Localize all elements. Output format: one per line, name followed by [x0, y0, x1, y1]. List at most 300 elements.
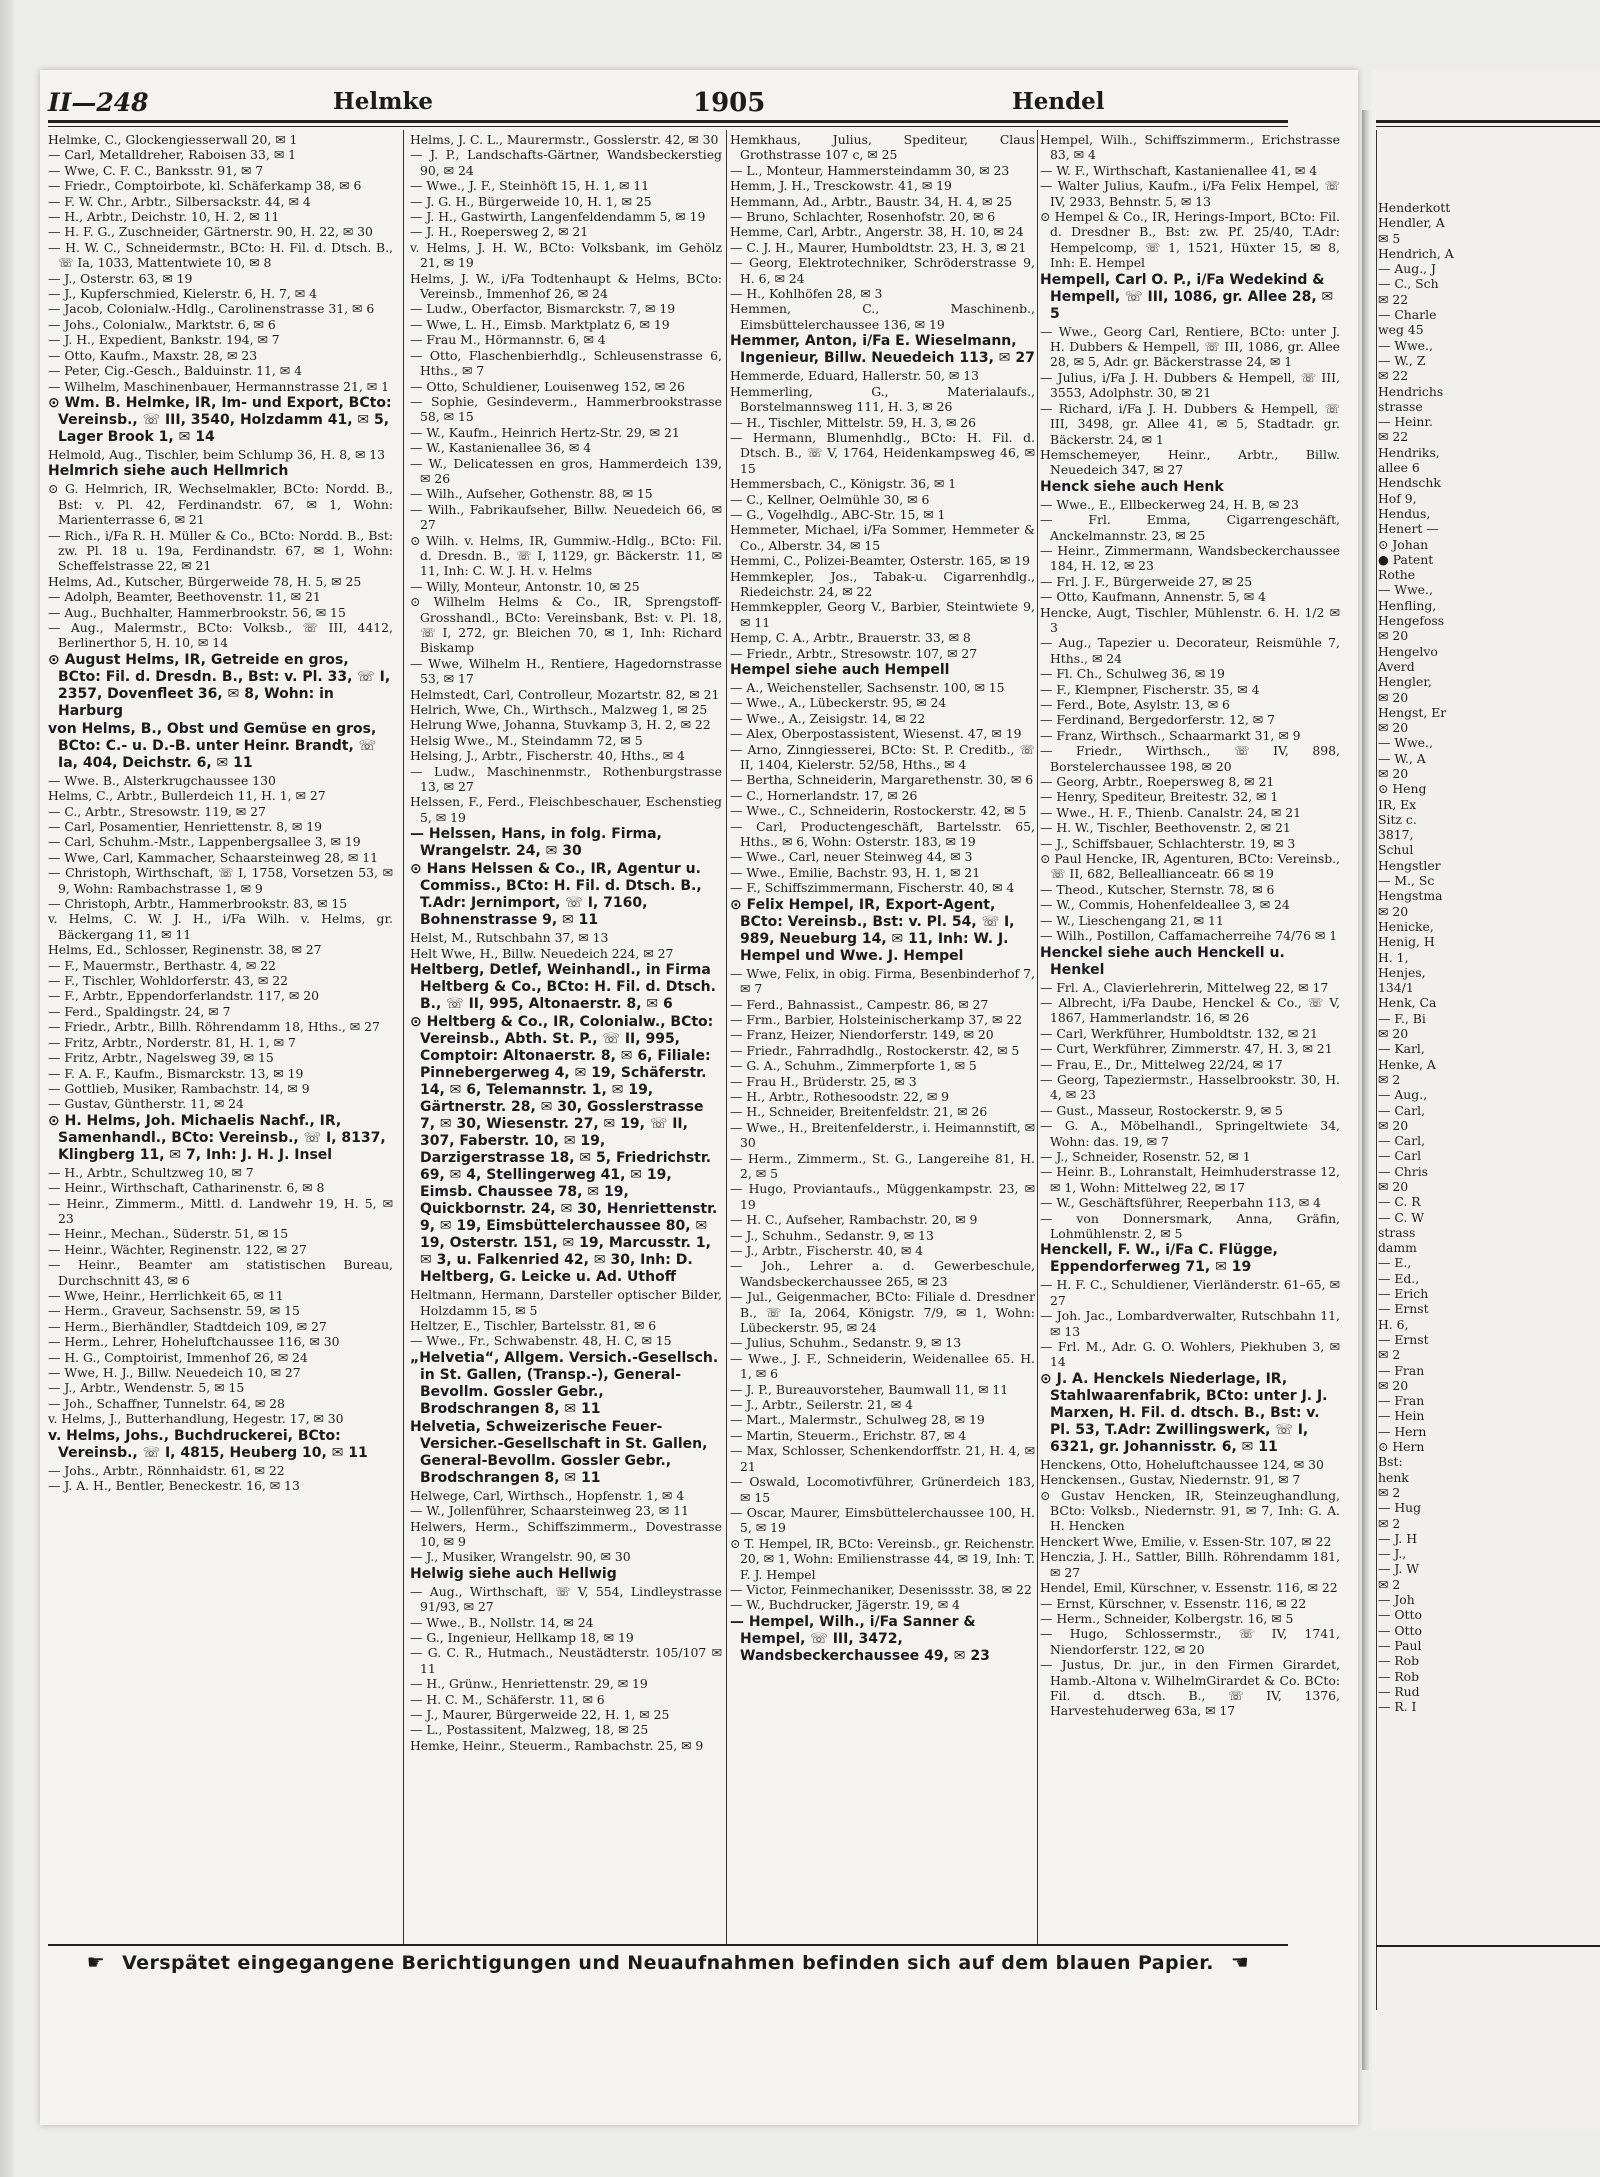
directory-entry: — J., Musiker, Wrangelstr. 90, ✉ 30 [410, 1549, 631, 1565]
adjacent-page-entry: Schul [1378, 842, 1414, 858]
directory-entry: — Hermann, Blumenhdlg., BCto: H. Fil. d. Dtsch. B., ☏ V, 1764, Heidenkampsweg 46, ✉ 15 [730, 429, 1035, 476]
scan-left-edge [0, 0, 14, 2177]
directory-entry: — C. J. H., Maurer, Humboldtstr. 23, H. 3, ✉ 21 [730, 239, 1027, 255]
directory-heading-entry: von Helms, B., Obst und Gemüse en gros, BCto: C.- u. D.-B. unter Heinr. Brandt, ☏ Ia, 404, Deichstr. 6, ✉ 11 [48, 720, 377, 771]
adjacent-page-entry: — Wwe., [1378, 735, 1433, 751]
directory-entry: Hemmeter, Michael, i/Fa Sommer, Hemmeter & Co., Alberstr. 34, ✉ 15 [730, 522, 1035, 553]
directory-entry: — Heinr., Beamter am statistischen Bureau, Durchschnitt 43, ✉ 6 [48, 1257, 393, 1288]
directory-heading-entry: Helmrich siehe auch Hellmrich [48, 463, 289, 480]
directory-entry: — Herm., Zimmerm., St. G., Langereihe 81, H. 2, ✉ 5 [730, 1150, 1035, 1181]
adjacent-page-entry: Hof 9, [1378, 490, 1417, 506]
adjacent-page-entry: Hendschk [1378, 475, 1441, 491]
directory-entry: — Julius, Schuhm., Sedanstr. 9, ✉ 13 [730, 1335, 962, 1351]
adjacent-page-entry: ✉ 20 [1378, 1179, 1409, 1194]
directory-entry: — G. A., Möbelhandl., Springeltwiete 34, Wohn: das. 19, ✉ 7 [1040, 1118, 1340, 1149]
directory-entry: — H., Arbtr., Schultzweg 10, ✉ 7 [48, 1164, 254, 1180]
directory-entry: — C., Kellner, Oelmühle 30, ✉ 6 [730, 491, 930, 507]
directory-entry: — H., Arbtr., Rothesoodstr. 22, ✉ 9 [730, 1088, 950, 1104]
directory-entry: — Theod., Kutscher, Sternstr. 78, ✉ 6 [1040, 881, 1275, 897]
directory-entry: — Wwe, Felix, in obig. Firma, Besenbinderhof 7, ✉ 7 [730, 965, 1035, 997]
directory-entry: — Wilh., Fabrikaufseher, Billw. Neuedeich 66, ✉ 27 [410, 501, 722, 533]
directory-entry: — Frm., Barbier, Holsteinischerkamp 37, ✉ 22 [730, 1011, 1023, 1027]
adjacent-column-divider [1376, 130, 1377, 2010]
directory-entry: Helms, J. C. L., Maurermstr., Gosslerstr. 42, ✉ 30 [410, 132, 719, 147]
directory-entry: Helwege, Carl, Wirthsch., Hopfenstr. 1, ✉ 4 [410, 1487, 685, 1503]
directory-entry: — J., Maurer, Bürgerweide 22, H. 1, ✉ 25 [410, 1707, 670, 1722]
directory-entry: — Aug., Wirthschaft, ☏ V, 554, Lindleystrasse 91/93, ✉ 27 [410, 1583, 722, 1615]
adjacent-page-entry: Rothe [1378, 567, 1416, 583]
adjacent-page-entry: — R. I [1378, 1699, 1417, 1715]
directory-entry: — G. C. R., Hutmach., Neustädterstr. 105/107 ✉ 11 [410, 1645, 722, 1676]
adjacent-page-entry: — J. H [1378, 1530, 1418, 1546]
directory-entry: Hemmen, C., Maschinenb., Eimsbüttelerchaussee 136, ✉ 19 [730, 301, 1035, 332]
directory-entry: — Ludw., Oberfactor, Bismarckstr. 7, ✉ 19 [410, 301, 676, 317]
directory-entry: — Carl, Metalldreher, Raboisen 33, ✉ 1 [48, 147, 297, 163]
adjacent-page-entry: H. 6, [1378, 1316, 1409, 1332]
directory-entry: — H. W. C., Schneidermstr., BCto: H. Fil. d. Dtsch. B., ☏ Ia, 1033, Mattentwiete 10, ✉ 8 [48, 239, 393, 271]
directory-entry: — Martin, Steuerm., Erichstr. 87, ✉ 4 [730, 1427, 967, 1443]
directory-entry: — Joh., Lehrer a. d. Gewerbeschule, Wandsbeckerchaussee 265, ✉ 23 [730, 1258, 1035, 1289]
directory-entry: — Wwe., Georg Carl, Rentiere, BCto: unter J. H. Dubbers & Hempell, ☏ III, 1086, gr. Allee 28, ✉ 5, Adr. gr. Bäckerstrasse 24, ✉ 1 [1040, 323, 1340, 370]
adjacent-page-entry: Hengler, [1378, 674, 1432, 690]
directory-entry: — J. H., Roepersweg 2, ✉ 21 [410, 224, 589, 240]
directory-entry: — H. F. C., Schuldiener, Vierländerstr. 61–65, ✉ 27 [1040, 1277, 1340, 1308]
adjacent-page-entry: 134/1 [1378, 980, 1414, 996]
directory-entry: — Wwe, Heinr., Herrlichkeit 65, ✉ 11 [48, 1287, 284, 1303]
page-number: II—248 [48, 88, 149, 117]
directory-entry: — Justus, Dr. jur., in den Firmen Girardet, Hamb.-Altona v. WilhelmGirardet & Co. BCto: Fil. d. dtsch. B., ☏ IV, 1376, Harvestehuderweg 63a, ✉ 17 [1040, 1657, 1340, 1719]
directory-heading-entry: „Helvetia“, Allgem. Versich.-Gesellsch. in St. Gallen, (Transp.-), General-Bevollm. Gossler Gebr., Brodschrangen 8, ✉ 11 [410, 1349, 719, 1417]
directory-entry: — Heinr., Zimmerm., Mittl. d. Landwehr 19, H. 5, ✉ 23 [48, 1195, 393, 1226]
adjacent-page-entry: — Hern [1378, 1423, 1427, 1439]
directory-entry: — J. P., Bureauvorsteher, Baumwall 11, ✉ 11 [730, 1381, 1009, 1397]
adjacent-page-entry: Sitz c. [1378, 811, 1417, 827]
directory-entry: Hemmerling, G., Materialaufs., Borstelmannsweg 111, H. 3, ✉ 26 [730, 383, 1035, 415]
adjacent-page-entry: henk [1378, 1469, 1409, 1485]
header-year: 1905 [693, 88, 766, 118]
directory-entry: — Joh. Jac., Lombardverwalter, Rutschbahn 11, ✉ 13 [1040, 1308, 1340, 1339]
adjacent-page-entry: — C., Sch [1378, 276, 1439, 292]
directory-entry: — J., Schuhm., Sedanstr. 9, ✉ 13 [730, 1227, 934, 1243]
directory-entry: — Wwe., Carl, neuer Steinweg 44, ✉ 3 [730, 849, 973, 865]
adjacent-page-entry: — Ed., [1378, 1270, 1420, 1286]
adjacent-page-entry: IR, Ex [1378, 796, 1417, 812]
directory-heading-entry: — Hempel, Wilh., i/Fa Sanner & Hempel, ☏ III, 3472, Wandsbeckerchaussee 49, ✉ 23 [730, 1613, 990, 1664]
adjacent-page-entry: Hengstma [1378, 888, 1443, 904]
adjacent-page-entry: ✉ 20 [1378, 903, 1409, 919]
directory-entry: Henczia, J. H., Sattler, Billh. Röhrendamm 181, ✉ 27 [1040, 1549, 1340, 1580]
adjacent-page-entry: Henfling, [1378, 597, 1437, 613]
adjacent-page-entry: — C. R [1378, 1194, 1421, 1210]
directory-entry: — Peter, Cig.-Gesch., Balduinstr. 11, ✉ 4 [48, 363, 302, 379]
directory-entry: — Bertha, Schneiderin, Margarethenstr. 30, ✉ 6 [730, 772, 1034, 788]
adjacent-page-entry: — Rud [1378, 1683, 1420, 1699]
column-2 [410, 132, 722, 1944]
directory-entry: — G., Ingenieur, Hellkamp 18, ✉ 19 [410, 1629, 634, 1645]
directory-entry: — W. F., Wirthschaft, Kastanienallee 41, ✉ 4 [1040, 162, 1318, 178]
directory-entry: — Albrecht, i/Fa Daube, Henckel & Co., ☏ V, 1867, Hammerlandstr. 16, ✉ 26 [1040, 994, 1340, 1026]
directory-entry: — Hugo, Schlossermstr., ☏ IV, 1741, Niendorferstr. 122, ✉ 20 [1040, 1626, 1340, 1657]
directory-entry: Helt Wwe, H., Billw. Neuedeich 224, ✉ 27 [410, 945, 674, 961]
directory-entry: — Heinr. B., Lohranstalt, Heimhuderstrasse 12, ✉ 1, Wohn: Mittelweg 22, ✉ 17 [1040, 1164, 1340, 1195]
directory-entry: — Sophie, Gesindeverm., Hammerbrookstrasse 58, ✉ 15 [410, 393, 722, 425]
directory-entry: — Fl. Ch., Schulweg 36, ✉ 19 [1040, 666, 1225, 682]
directory-heading-entry: Hemmer, Anton, i/Fa E. Wieselmann, Ingenieur, Billw. Neuedeich 113, ✉ 27 [730, 333, 1035, 367]
directory-entry: — Carl, Werkführer, Humboldtstr. 132, ✉ 21 [1040, 1025, 1318, 1041]
directory-entry: — W., Kaufm., Heinrich Hertz-Str. 29, ✉ 21 [410, 424, 680, 440]
adjacent-page-entry: Henert — [1378, 521, 1439, 537]
directory-entry: ⊙ G. Helmrich, IR, Wechselmakler, BCto: Nordd. B., Bst: v. Pl. 42, Ferdinandstr. 67, ✉ 1, Wohn: Marienterrasse 6, ✉ 21 [48, 481, 393, 528]
adjacent-page-entry: allee 6 [1378, 460, 1420, 476]
directory-entry: — W., Geschäftsführer, Reeperbahn 113, ✉ 4 [1040, 1195, 1321, 1211]
directory-entry: Helms, J. W., i/Fa Todtenhaupt & Helms, BCto: Vereinsb., Immenhof 26, ✉ 24 [410, 270, 722, 302]
adjacent-page-entry: ⊙ Hern [1378, 1439, 1425, 1455]
footer-text: Verspätet eingegangene Berichtigungen und Neuaufnahmen befinden sich auf dem blauen Papier. [122, 1952, 1214, 1974]
adjacent-page-entry: — W., A [1378, 750, 1426, 766]
adjacent-page-entry: — Carl, [1378, 1102, 1426, 1118]
adjacent-page-entry: — Otto [1378, 1622, 1422, 1638]
directory-entry: — Max, Schlosser, Schenkendorffstr. 21, H. 4, ✉ 21 [730, 1443, 1035, 1474]
directory-entry: — J. G. H., Bürgerweide 10, H. 1, ✉ 25 [410, 193, 652, 209]
directory-entry: Hemschemeyer, Heinr., Arbtr., Billw. Neuedeich 347, ✉ 27 [1040, 446, 1340, 478]
header-keyword-left: Helmke [333, 88, 434, 115]
adjacent-page-entry: Hengefoss [1378, 613, 1445, 629]
directory-entry: — Aug., Malermstr., BCto: Volksb., ☏ III, 4412, Berlinerthor 5, H. 10, ✉ 14 [48, 619, 393, 651]
header-rule [48, 120, 1288, 123]
directory-entry: Hemmi, C., Polizei-Beamter, Osterstr. 165, ✉ 19 [730, 553, 1031, 569]
directory-entry: ⊙ Paul Hencke, IR, Agenturen, BCto: Vereinsb., ☏ II, 682, Belleallianceatr. 66 ✉ 19 [1040, 851, 1340, 882]
directory-entry: — Curt, Werkführer, Zimmerstr. 47, H. 3, ✉ 21 [1040, 1041, 1333, 1057]
adjacent-page-entry: ✉ 2 [1378, 1515, 1401, 1531]
directory-heading-entry: Henckel siehe auch Henckell u. Henkel [1040, 944, 1285, 978]
directory-entry: — Gust., Masseur, Rostockerstr. 9, ✉ 5 [1040, 1102, 1283, 1118]
adjacent-page-entry: ✉ 22 [1378, 429, 1409, 445]
directory-entry: — G. A., Schuhm., Zimmerpforte 1, ✉ 5 [730, 1058, 977, 1074]
directory-entry: — Frau, E., Dr., Mittelweg 22/24, ✉ 17 [1040, 1056, 1283, 1072]
directory-entry: Hencke, Augt, Tischler, Mühlenstr. 6. H. 1/2 ✉ 3 [1040, 604, 1340, 635]
directory-heading-entry: ⊙ H. Helms, Joh. Michaelis Nachf., IR, Samenhandl., BCto: Vereinsb., ☏ I, 8137, Klingberg 11, ✉ 7, Inh: J. H. J. Insel [48, 1112, 386, 1163]
page-header [48, 88, 1288, 124]
directory-entry: — Frau M., Hörmannstr. 6, ✉ 4 [410, 332, 606, 348]
directory-entry: — Julius, i/Fa J. H. Dubbers & Hempell, ☏ III, 3553, Adolphstr. 30, ✉ 21 [1040, 369, 1340, 401]
directory-entry: Heltmann, Hermann, Darsteller optischer Bilder, Holzdamm 15, ✉ 5 [410, 1287, 722, 1318]
directory-entry: Helssen, F., Ferd., Fleischbeschauer, Eschenstieg 5, ✉ 19 [410, 794, 722, 825]
directory-entry: — Otto, Kaufmann, Annenstr. 5, ✉ 4 [1040, 589, 1266, 605]
directory-entry: — Wwe., H., Breitenfelderstr., i. Heimannstift, ✉ 30 [730, 1119, 1035, 1151]
column-4 [1040, 132, 1340, 1944]
directory-entry: — von Donnersmark, Anna, Gräfin, Lohmühlenstr. 2, ✉ 5 [1040, 1210, 1340, 1241]
directory-entry: Hendel, Emil, Kürschner, v. Essenstr. 116, ✉ 22 [1040, 1580, 1338, 1596]
column-divider [1037, 130, 1038, 1944]
adjacent-page-entry: — Fran [1378, 1362, 1425, 1378]
directory-entry: — Georg, Elektrotechniker, Schröderstrasse 9, H. 6, ✉ 24 [730, 255, 1035, 286]
footer-notice [48, 1950, 1288, 1974]
directory-entry: — G., Vogelhdlg., ABC-Str. 15, ✉ 1 [730, 506, 946, 522]
directory-entry: v. Helms, J., Butterhandlung, Hegestr. 17, ✉ 30 [48, 1411, 344, 1427]
directory-entry: Hemme, Carl, Arbtr., Angerstr. 38, H. 10, ✉ 24 [730, 224, 1024, 240]
directory-entry: — Heinr., Zimmermann, Wandsbeckerchaussee 184, H. 12, ✉ 23 [1040, 542, 1340, 574]
adjacent-page-entry: Hengelvo [1378, 643, 1438, 659]
directory-heading-entry: v. Helms, Johs., Buchdruckerei, BCto: Vereinsb., ☏ I, 4815, Heuberg 10, ✉ 11 [48, 1427, 368, 1461]
adjacent-page-entry: — Hug [1378, 1500, 1422, 1516]
directory-entry: — Herm., Graveur, Sachsenstr. 59, ✉ 15 [48, 1303, 300, 1319]
directory-entry: — J., Osterstr. 63, ✉ 19 [48, 270, 193, 286]
adjacent-page-entry: Henjes, [1378, 964, 1426, 980]
adjacent-page-entry: Hengst, Er [1378, 704, 1447, 720]
directory-entry: — Heinr., Mechan., Süderstr. 51, ✉ 15 [48, 1226, 289, 1242]
adjacent-page-entry: — Heinr. [1378, 414, 1433, 430]
directory-heading-entry: ⊙ J. A. Henckels Niederlage, IR, Stahlwaarenfabrik, BCto: unter J. J. Marxen, H. Fil. d. dtsch. B., Bst: v. Pl. 53, T.Adr: Zwillingswerk, ☏ I, 6321, gr. Johannisstr. 6, ✉ 11 [1040, 1370, 1328, 1455]
adjacent-page-entry: ✉ 20 [1378, 765, 1409, 781]
directory-entry: — Herm., Bierhändler, Stadtdeich 109, ✉ 27 [48, 1318, 327, 1334]
directory-entry: — Wwe., B., Nollstr. 14, ✉ 24 [410, 1614, 594, 1630]
directory-entry: — Herm., Schneider, Kolbergstr. 16, ✉ 5 [1040, 1610, 1294, 1626]
adjacent-page-entry: — Otto [1378, 1607, 1422, 1623]
directory-entry: — F. A. F., Kaufm., Bismarckstr. 13, ✉ 19 [48, 1065, 304, 1081]
directory-entry: — F. W. Chr., Arbtr., Silbersackstr. 44, ✉ 4 [48, 193, 311, 209]
adjacent-page-entry: H. 1, [1378, 949, 1409, 965]
directory-entry: Helsing, J., Arbtr., Fischerstr. 40, Hths., ✉ 4 [410, 748, 685, 764]
adjacent-page-entry: Henig, H [1378, 934, 1435, 950]
directory-entry: — H. C. M., Schäferstr. 11, ✉ 6 [410, 1691, 605, 1707]
directory-entry: — Carl, Productengeschäft, Bartelsstr. 65, Hths., ✉ 6, Wohn: Osterstr. 183, ✉ 19 [730, 818, 1035, 850]
directory-entry: — Johs., Colonialw., Marktstr. 6, ✉ 6 [48, 316, 276, 332]
directory-entry: — Fritz, Arbtr., Norderstr. 81, H. 1, ✉ 7 [48, 1034, 296, 1050]
directory-entry: — H., Arbtr., Deichstr. 10, H. 2, ✉ 11 [48, 209, 280, 225]
directory-entry: Helmstedt, Carl, Controlleur, Mozartstr. 82, ✉ 21 [410, 686, 720, 702]
directory-entry: — Oswald, Locomotivführer, Grünerdeich 183, ✉ 15 [730, 1474, 1035, 1505]
directory-entry: — Fritz, Arbtr., Nagelsweg 39, ✉ 15 [48, 1050, 274, 1066]
directory-entry: Heltzer, E., Tischler, Bartelsstr. 81, ✉ 6 [410, 1317, 657, 1333]
directory-entry: — Hugo, Proviantaufs., Müggenkampstr. 23, ✉ 19 [730, 1181, 1035, 1212]
column-divider [726, 130, 727, 1944]
directory-entry: — Friedr., Arbtr., Stresowstr. 107, ✉ 27 [730, 645, 978, 661]
directory-entry: — Wwe, C. F. C., Banksstr. 91, ✉ 7 [48, 162, 264, 178]
adjacent-page-entry: — Rob [1378, 1653, 1420, 1669]
directory-entry: — Franz, Heizer, Niendorferstr. 149, ✉ 20 [730, 1027, 994, 1043]
directory-entry: — H., Grünw., Henriettenstr. 29, ✉ 19 [410, 1676, 648, 1692]
adjacent-page-entry: — Ernst [1378, 1331, 1429, 1347]
directory-entry: — Wwe., J. F., Schneiderin, Weidenallee 65. H. 1, ✉ 6 [730, 1350, 1035, 1382]
directory-entry: — Wilh., Aufseher, Gothenstr. 88, ✉ 15 [410, 486, 653, 502]
adjacent-page-entry: — Hein [1378, 1408, 1425, 1424]
adjacent-page-entry: Henicke, [1378, 918, 1434, 934]
adjacent-page-entry: ✉ 20 [1378, 720, 1409, 736]
directory-entry: — Frl. A., Clavierlehrerin, Mittelweg 22, ✉ 17 [1040, 979, 1329, 995]
adjacent-page-entry: ✉ 22 [1378, 291, 1409, 307]
directory-entry: — Frl. M., Adr. G. O. Wohlers, Piekhuben 3, ✉ 14 [1040, 1339, 1340, 1370]
directory-entry: — Alex, Oberpostassistent, Wiesenst. 47, ✉ 19 [730, 726, 1022, 742]
directory-entry: — Wwe., H. F., Thienb. Canalstr. 24, ✉ 21 [1040, 804, 1302, 820]
directory-entry: ⊙ Wilhelm Helms & Co., IR, Sprengstoff-Grosshandl., BCto: Vereinsbank, Bst: v. Pl. 18, ☏ I, 272, gr. Bleichen 70, ✉ 1, Inh: Richard Biskamp [410, 594, 722, 656]
directory-entry: — F., Tischler, Wohldorferstr. 43, ✉ 22 [48, 973, 289, 989]
directory-entry: — Heinr., Wächter, Reginenstr. 122, ✉ 27 [48, 1241, 307, 1257]
adjacent-page-entry: — Carl, [1378, 1133, 1426, 1149]
directory-entry: — Richard, i/Fa J. H. Dubbers & Hempell, ☏ III, 3498, gr. Allee 41, ✉ 5, Stadtadr. gr. Bäckerstr. 24, ✉ 1 [1040, 400, 1340, 447]
directory-entry: — J., Kupferschmied, Kielerstr. 6, H. 7, ✉ 4 [48, 286, 317, 302]
adjacent-page-entry: — J., [1378, 1546, 1407, 1562]
directory-heading-entry: — Helssen, Hans, in folg. Firma, Wrangelstr. 24, ✉ 30 [410, 826, 662, 860]
directory-entry: — Oscar, Maurer, Eimsbüttelerchaussee 100, H. 5, ✉ 19 [730, 1504, 1035, 1536]
directory-entry: — H., Schneider, Breitenfeldstr. 21, ✉ 26 [730, 1104, 988, 1120]
directory-entry: — J. H., Expedient, Bankstr. 194, ✉ 7 [48, 332, 280, 348]
directory-entry: — W., Delicatessen en gros, Hammerdeich 139, ✉ 26 [410, 455, 722, 486]
directory-entry: — J., Arbtr., Fischerstr. 40, ✉ 4 [730, 1243, 924, 1258]
directory-heading-entry: Hempell, Carl O. P., i/Fa Wedekind & Hempell, ☏ III, 1086, gr. Allee 28, ✉ 5 [1040, 271, 1334, 322]
directory-heading-entry: Henckell, F. W., i/Fa C. Flügge, Eppendorferweg 71, ✉ 19 [1040, 1242, 1278, 1276]
directory-entry: Hemmersbach, C., Königstr. 36, ✉ 1 [730, 476, 957, 492]
directory-entry: — Wilhelm, Maschinenbauer, Hermannstrasse 21, ✉ 1 [48, 378, 389, 394]
directory-heading-entry: ⊙ August Helms, IR, Getreide en gros, BCto: Fil. d. Dresdn. B., Bst: v. Pl. 33, ☏ I, 2357, Dovenfleet 36, ✉ 8, Wohn: in Harburg [48, 651, 391, 719]
adjacent-page-entry: ✉ 20 [1378, 1377, 1409, 1393]
directory-entry: — Friedr., Arbtr., Billh. Röhrendamm 18, Hths., ✉ 27 [48, 1019, 380, 1035]
directory-entry: — Wwe, H. J., Billw. Neuedeich 10, ✉ 27 [48, 1365, 301, 1380]
adjacent-page-entry: — F., Bi [1378, 1010, 1426, 1026]
directory-entry: — Adolph, Beamter, Beethovenstr. 11, ✉ 21 [48, 589, 321, 605]
directory-entry: — W., Commis, Hohenfeldeallee 3, ✉ 24 [1040, 897, 1290, 913]
directory-entry: — Christoph, Arbtr., Hammerbrookstr. 83, ✉ 15 [48, 896, 348, 912]
directory-entry: Helmke, C., Glockengiesserwall 20, ✉ 1 [48, 132, 298, 147]
directory-entry: — Carl, Schuhm.-Mstr., Lappenbergsallee 3, ✉ 19 [48, 834, 361, 850]
directory-entry: — F., Mauermstr., Berthastr. 4, ✉ 22 [48, 957, 276, 973]
column-divider [403, 130, 404, 1944]
directory-entry: — Wwe., Fr., Schwabenstr. 48, H. C, ✉ 15 [410, 1333, 672, 1349]
directory-entry: ⊙ T. Hempel, IR, BCto: Vereinsb., gr. Reichenstr. 20, ✉ 1, Wohn: Emilienstrasse 44, ✉ 19, Inh: T. F. J. Hempel [730, 1535, 1035, 1582]
directory-entry: — Aug., Tapezier u. Decorateur, Reismühle 7, Hths., ✉ 24 [1040, 635, 1340, 666]
directory-entry: Hemkhaus, Julius, Spediteur, Claus Grothstrasse 107 c, ✉ 25 [730, 132, 1035, 163]
directory-entry: Helms, Ed., Schlosser, Reginenstr. 38, ✉ 27 [48, 942, 322, 958]
adjacent-page-entry: — Paul [1378, 1637, 1422, 1653]
directory-entry: — W., Buchdrucker, Jägerstr. 19, ✉ 4 [730, 1597, 960, 1613]
directory-entry: ⊙ Hempel & Co., IR, Herings-Import, BCto: Fil. d. Dresdner B., Bst: zw. Pf. 25/40, T.Adr: Hempelcomp, ☏ 1, 1521, Hüxter 15, ✉ 8, Inh: E. Hempel [1040, 209, 1340, 271]
directory-entry: — A., Weichensteller, Sachsenstr. 100, ✉ 15 [730, 680, 1005, 695]
directory-heading-entry: Henck siehe auch Henk [1040, 478, 1224, 495]
directory-entry: — J., Arbtr., Seilerstr. 21, ✉ 4 [730, 1397, 913, 1413]
directory-entry: — Friedr., Wirthsch., ☏ IV, 898, Borstelerchaussee 198, ✉ 20 [1040, 743, 1340, 774]
adjacent-header-rule [1376, 120, 1600, 123]
directory-entry: — Wwe, Wilhelm H., Rentiere, Hagedornstrasse 53, ✉ 17 [410, 655, 722, 687]
directory-entry: — Wwe., J. F., Steinhöft 15, H. 1, ✉ 11 [410, 178, 650, 194]
adjacent-page [1372, 70, 1600, 2130]
directory-entry: — J. P., Landschafts-Gärtner, Wandsbeckerstieg 90, ✉ 24 [410, 147, 722, 178]
adjacent-page-entry: — Erich [1378, 1286, 1429, 1302]
directory-entry: — Franz, Wirthsch., Schaarmarkt 31, ✉ 9 [1040, 727, 1301, 743]
directory-entry: v. Helms, C. W. J. H., i/Fa Wilh. v. Helms, gr. Bäckergang 11, ✉ 11 [48, 911, 393, 942]
adjacent-page-entry: — Wwe., [1378, 582, 1433, 598]
directory-entry: — Frl. J. F., Bürgerweide 27, ✉ 25 [1040, 573, 1253, 589]
adjacent-page-entry: strass [1378, 1224, 1416, 1240]
directory-entry: Helrich, Wwe, Ch., Wirthsch., Malzweg 1, ✉ 25 [410, 702, 708, 718]
directory-entry: — Joh., Schaffner, Tunnelstr. 64, ✉ 28 [48, 1395, 285, 1411]
directory-entry: — Otto, Schuldiener, Louisenweg 152, ✉ 26 [410, 378, 685, 394]
directory-entry: — Ferd., Bahnassist., Campestr. 86, ✉ 27 [730, 996, 989, 1012]
adjacent-page-entry: ✉ 2 [1378, 1484, 1401, 1500]
adjacent-page-entry: ✉ 20 [1378, 628, 1409, 644]
adjacent-page-entry: ✉ 5 [1378, 230, 1401, 246]
directory-heading-entry: Hempel siehe auch Hempell [730, 662, 950, 678]
directory-entry: — L., Postassitent, Malzweg, 18, ✉ 25 [410, 1722, 649, 1738]
directory-entry: Helmold, Aug., Tischler, beim Schlump 36, H. 8, ✉ 13 [48, 446, 386, 462]
directory-entry: — Aug., Buchhalter, Hammerbrookstr. 56, ✉ 15 [48, 604, 346, 620]
adjacent-page-entry: weg 45 [1378, 322, 1424, 338]
directory-entry: Helst, M., Rutschbahn 37, ✉ 13 [410, 930, 609, 946]
directory-entry: — Ferd., Spaldingstr. 24, ✉ 7 [48, 1003, 231, 1019]
directory-entry: — Jacob, Colonialw.-Hdlg., Carolinenstrasse 31, ✉ 6 [48, 301, 375, 317]
directory-entry: — Herm., Lehrer, Hoheluftchaussee 116, ✉ 30 [48, 1334, 340, 1350]
adjacent-page-entry: — C. W [1378, 1209, 1424, 1225]
directory-entry: — Wwe., C., Schneiderin, Rostockerstr. 42, ✉ 5 [730, 803, 1027, 819]
directory-entry: — J. H., Gastwirth, Langenfeldendamm 5, ✉ 19 [410, 209, 706, 225]
adjacent-page-entry: — W., Z [1378, 352, 1426, 368]
column-1 [48, 132, 393, 1944]
directory-entry: — J., Schiffsbauer, Schlachterstr. 19, ✉ 3 [1040, 835, 1296, 851]
adjacent-page-entry: strasse [1378, 398, 1423, 414]
adjacent-page-entry: ✉ 20 [1378, 1117, 1409, 1133]
directory-entry: — Friedr., Fahrradhdlg., Rostockerstr. 42, ✉ 5 [730, 1042, 1020, 1058]
directory-entry: — Georg, Tapeziermstr., Hasselbrookstr. 30, H. 4, ✉ 23 [1040, 1071, 1340, 1103]
adjacent-page-entry: Henk, Ca [1378, 995, 1437, 1011]
directory-entry: — Friedr., Comptoirbote, kl. Schäferkamp 38, ✉ 6 [48, 178, 362, 194]
directory-entry: — Henry, Spediteur, Breitestr. 32, ✉ 1 [1040, 789, 1279, 805]
adjacent-page-entry: damm [1378, 1240, 1417, 1256]
directory-entry: Hempel, Wilh., Schiffszimmerm., Erichstrasse 83, ✉ 4 [1040, 132, 1340, 163]
adjacent-page-entry: Henke, A [1378, 1056, 1436, 1072]
directory-entry: — Otto, Flaschenbierhdlg., Schleusenstrasse 6, Hths., ✉ 7 [410, 347, 722, 379]
adjacent-page-entry: — Carl [1378, 1148, 1422, 1164]
adjacent-page-entry: — Chris [1378, 1163, 1429, 1179]
directory-entry: Helrung Wwe, Johanna, Stuvkamp 3, H. 2, ✉ 22 [410, 717, 711, 733]
directory-entry: — J., Arbtr., Wendenstr. 5, ✉ 15 [48, 1380, 245, 1396]
column-3 [730, 132, 1035, 1944]
directory-entry: Henckensen., Gustav, Niedernstr. 91, ✉ 7 [1040, 1472, 1301, 1488]
pointing-hand-left-icon: ☚ [1230, 1950, 1250, 1974]
directory-entry: — H. G., Comptoirist, Immenhof 26, ✉ 24 [48, 1349, 308, 1365]
directory-entry: — C., Hornerlandstr. 17, ✉ 26 [730, 787, 918, 803]
adjacent-page-entry: Hendrich, A [1378, 245, 1454, 261]
directory-entry: — F., Arbtr., Eppendorferlandstr. 117, ✉ 20 [48, 988, 319, 1004]
directory-entry: Helwers, Herm., Schiffszimmerm., Dovestrasse 10, ✉ 9 [410, 1518, 722, 1549]
directory-entry: — Wwe., Emilie, Bachstr. 93, H. 1, ✉ 21 [730, 864, 981, 880]
adjacent-page-entry: — Karl, [1378, 1041, 1425, 1057]
directory-entry: — Gustav, Güntherstr. 11, ✉ 24 [48, 1096, 244, 1112]
directory-entry: — F., Schiffszimmermann, Fischerstr. 40, ✉ 4 [730, 880, 1015, 896]
directory-entry: — W., Lieschengang 21, ✉ 11 [1040, 912, 1224, 928]
directory-entry: — H. F. G., Zuschneider, Gärtnerstr. 90, H. 22, ✉ 30 [48, 224, 373, 240]
footer-rule [48, 1944, 1288, 1946]
directory-entry: — Willy, Monteur, Antonstr. 10, ✉ 25 [410, 578, 640, 594]
directory-entry: Helms, Ad., Kutscher, Bürgerweide 78, H. 5, ✉ 25 [48, 573, 362, 589]
adjacent-page-entry: — Fran [1378, 1393, 1425, 1409]
directory-entry: — Frl. Emma, Cigarrengeschäft, Anckelmannstr. 23, ✉ 25 [1040, 512, 1340, 543]
adjacent-page-entry: — Ernst [1378, 1301, 1429, 1317]
adjacent-page-entry: — Joh [1378, 1592, 1415, 1608]
adjacent-page-entry: — Aug., [1378, 1087, 1428, 1103]
directory-entry: — H. W., Tischler, Beethovenstr. 2, ✉ 21 [1040, 820, 1291, 836]
adjacent-page-entry: ✉ 20 [1378, 689, 1409, 705]
adjacent-page-entry: ✉ 22 [1378, 368, 1409, 384]
adjacent-page-entry: Henderkott [1378, 200, 1451, 215]
adjacent-page-entry: Bst: [1378, 1454, 1403, 1470]
directory-heading-entry: Heltberg, Detlef, Weinhandl., in Firma Heltberg & Co., BCto: H. Fil. d. Dtsch. B., ☏ II, 995, Altonaerstr. 8, ✉ 6 [410, 962, 716, 1013]
adjacent-page-entry: — J. W [1378, 1561, 1419, 1577]
directory-entry: — L., Monteur, Hammersteindamm 30, ✉ 23 [730, 162, 1010, 178]
directory-entry: — Walter Julius, Kaufm., i/Fa Felix Hempel, ☏ IV, 2933, Behnstr. 5, ✉ 13 [1040, 178, 1340, 209]
directory-entry: — Wwe., A., Lübeckerstr. 95, ✉ 24 [730, 695, 947, 711]
directory-entry: Henckert Wwe, Emilie, v. Essen-Str. 107, ✉ 22 [1040, 1533, 1332, 1549]
directory-entry: — H. C., Aufseher, Rambachstr. 20, ✉ 9 [730, 1212, 978, 1228]
directory-entry: — J. A. H., Bentler, Beneckestr. 16, ✉ 13 [48, 1478, 300, 1494]
directory-entry: — H., Kohlhöfen 28, ✉ 3 [730, 286, 883, 302]
